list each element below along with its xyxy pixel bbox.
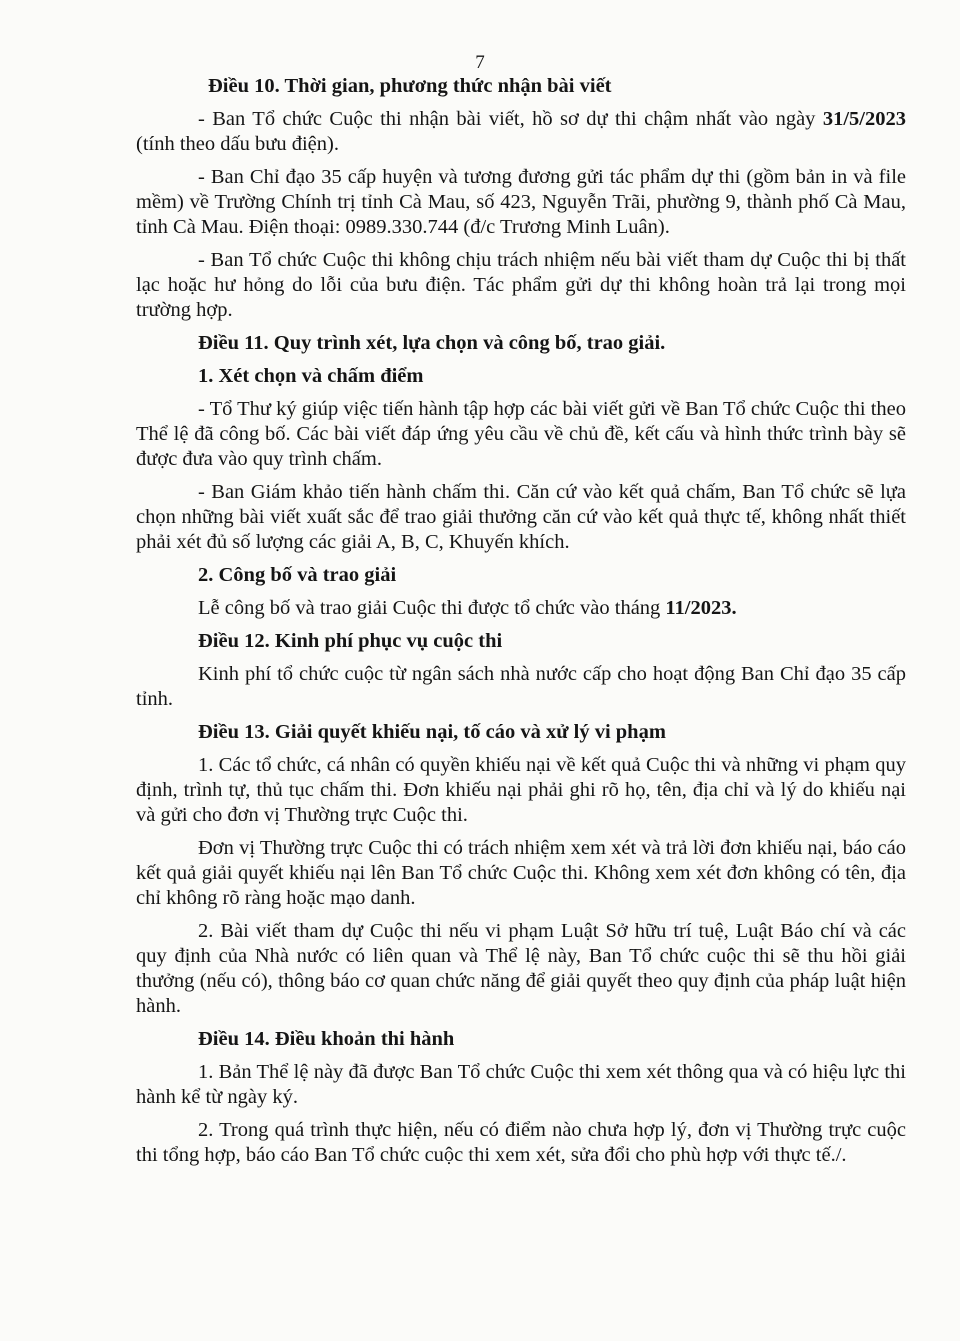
- article-10-heading: Điều 10. Thời gian, phương thức nhận bài viết: [208, 75, 612, 97]
- article-11-paragraph-1: - Tổ Thư ký giúp việc tiến hành tập hợp các bài viết gửi về Ban Tổ chức Cuộc thi theo Thể lệ đã công bố. Các bài viết đáp ứng yêu cầu về chủ đề, kết cấu và hình thức trình bày sẽ được đưa vào quy trình chấm.: [136, 398, 906, 470]
- document-body: [136, 74, 906, 1176]
- article-12-heading: Điều 12. Kinh phí phục vụ cuộc thi: [198, 630, 503, 652]
- article-12-paragraph-1: Kinh phí tổ chức cuộc từ ngân sách nhà nước cấp cho hoạt động Ban Chỉ đạo 35 cấp tỉnh.: [136, 663, 906, 710]
- article-14-heading: Điều 14. Điều khoản thi hành: [198, 1028, 455, 1050]
- article-14-paragraph-1: 1. Bản Thể lệ này đã được Ban Tổ chức Cuộc thi xem xét thông qua và có hiệu lực thi hành kể từ ngày ký.: [136, 1061, 906, 1108]
- article-13-heading: Điều 13. Giải quyết khiếu nại, tố cáo và xử lý vi phạm: [198, 721, 666, 743]
- deadline-date: 31/5/2023: [822, 108, 906, 130]
- section-2-heading: 2. Công bố và trao giải: [198, 564, 397, 586]
- article-13-paragraph-1: 1. Các tổ chức, cá nhân có quyền khiếu nại về kết quả Cuộc thi và những vi phạm quy định, trình tự, thủ tục chấm thi. Đơn khiếu nại phải ghi rõ họ, tên, địa chỉ và lý do khiếu nại và gửi cho đơn vị Thường trực Cuộc thi.: [136, 754, 906, 826]
- article-13-paragraph-2: Đơn vị Thường trực Cuộc thi có trách nhiệm xem xét và trả lời đơn khiếu nại, báo cáo kết quả giải quyết khiếu nại lên Ban Tổ chức Cuộc thi. Không xem xét đơn không có tên, địa chỉ không rõ ràng hoặc mạo danh.: [136, 837, 906, 909]
- section-1-heading: 1. Xét chọn và chấm điểm: [198, 365, 424, 387]
- article-14-paragraph-2: 2. Trong quá trình thực hiện, nếu có điểm nào chưa hợp lý, đơn vị Thường trực cuộc thi tổng hợp, báo cáo Ban Tổ chức cuộc thi xem xét, sửa đổi cho phù hợp với thực tế./.: [136, 1119, 906, 1166]
- article-13-paragraph-3: 2. Bài viết tham dự Cuộc thi nếu vi phạm Luật Sở hữu trí tuệ, Luật Báo chí và các quy định của Nhà nước có liên quan và Thể lệ này, Ban Tổ chức cuộc thi sẽ thu hồi giải thưởng (nếu có), thông báo cơ quan chức năng để giải quyết theo quy định của pháp luật hiện hành.: [136, 920, 906, 1017]
- article-10-paragraph-1: - Ban Tổ chức Cuộc thi nhận bài viết, hồ sơ dự thi chậm nhất vào ngày 31/5/2023 (tính theo dấu bưu điện).: [136, 108, 906, 155]
- page-number: 7: [475, 52, 485, 73]
- article-10-paragraph-2: - Ban Chỉ đạo 35 cấp huyện và tương đương gửi tác phẩm dự thi (gồm bản in và file mềm) về Trường Chính trị tỉnh Cà Mau, số 423, Nguyễn Trãi, phường 9, thành phố Cà Mau, tỉnh Cà Mau. Điện thoại: 0989.330.744 (đ/c Trương Minh Luân).: [136, 166, 906, 238]
- award-date: 11/2023.: [665, 597, 737, 619]
- article-11-paragraph-3: Lễ công bố và trao giải Cuộc thi được tổ chức vào tháng 11/2023.: [198, 597, 737, 619]
- article-11-paragraph-2: - Ban Giám khảo tiến hành chấm thi. Căn cứ vào kết quả chấm, Ban Tổ chức sẽ lựa chọn những bài viết xuất sắc để trao giải thưởng căn cứ vào kết quả thực tế, không nhất thiết phải xét đủ số lượng các giải A, B, C, Khuyến khích.: [136, 481, 906, 553]
- article-10-paragraph-3: - Ban Tổ chức Cuộc thi không chịu trách nhiệm nếu bài viết tham dự Cuộc thi bị thất lạc hoặc hư hỏng do lỗi của bưu điện. Tác phẩm gửi dự thi không hoàn trả lại trong mọi trường hợp.: [136, 249, 906, 321]
- article-11-heading: Điều 11. Quy trình xét, lựa chọn và công bố, trao giải.: [198, 332, 666, 354]
